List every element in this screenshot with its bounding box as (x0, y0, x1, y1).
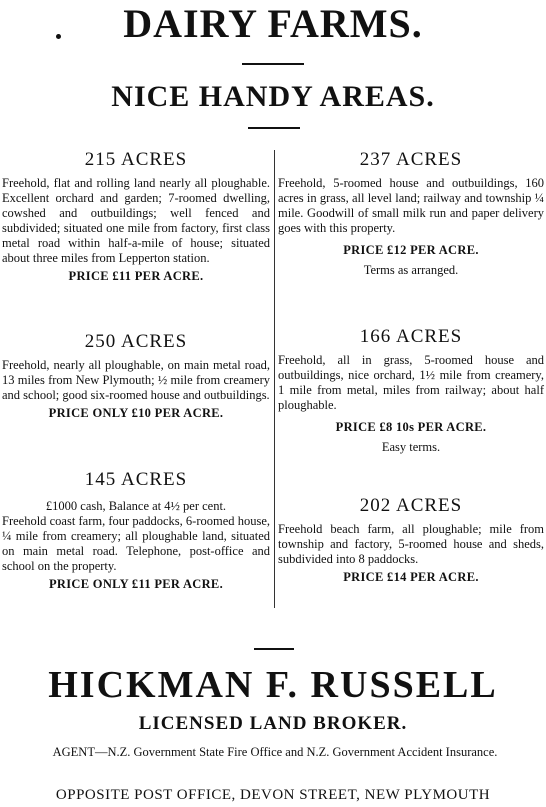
listing-description: Freehold beach farm, all ploughable; mile from township and factory, 5-roomed house and sheds, subdivided into 8 paddocks. (278, 522, 544, 566)
listing-price: PRICE £14 PER ACRE. (343, 570, 479, 584)
listing-215-acres (2, 148, 270, 284)
listing-description: Freehold, 5-roomed house and outbuildings, 160 acres in grass, all level land; railway and township ¼ mile. Goodwill of small milk run and paper delivery goes with this property. (278, 176, 544, 235)
listing-description: Freehold, all in grass, 5-roomed house and outbuildings, nice orchard, 1½ mile from creamery, 1 mile from metal, miles from railway; about half ploughable. (278, 353, 544, 412)
listing-166-acres (278, 325, 544, 455)
listing-terms: Terms as arranged. (363, 263, 459, 277)
listing-description: Freehold, nearly all ploughable, on main metal road, 13 miles from New Plymouth; ½ mile from creamery and school; good six-roomed house and outbuildings. (2, 358, 270, 402)
listing-250-acres (2, 330, 270, 421)
agent-line: AGENT—N.Z. Government State Fire Office and N.Z. Government Accident Insurance. (52, 745, 498, 759)
listing-price: PRICE £12 PER ACRE. (343, 243, 479, 257)
page-title: DAIRY FARMS. (123, 1, 423, 46)
broker-title: LICENSED LAND BROKER. (138, 713, 408, 734)
broker-name: HICKMAN F. RUSSELL (48, 664, 498, 706)
listing-description: Freehold coast farm, four paddocks, 6-roomed house, ¼ mile from creamery; all ploughable land, situated on main metal road. Telephone, post-office and school on the property. (2, 514, 270, 573)
listing-acres: 202 ACRES (359, 495, 463, 516)
footer-rule (254, 648, 294, 650)
listing-acres: 166 ACRES (359, 326, 463, 347)
listing-price: PRICE ONLY £11 PER ACRE. (48, 577, 223, 591)
listing-acres: 237 ACRES (359, 149, 463, 170)
subtitle-rule (248, 127, 300, 129)
listing-145-acres (2, 468, 270, 592)
listing-description: Freehold, flat and rolling land nearly all ploughable. Excellent orchard and garden; 7-roomed dwelling, cowshed and outbuildings; well fenced and subdivided; situated one mile from factory, first class metal road within half-a-mile of house; situated about three miles from Lepperton station. (2, 176, 270, 265)
listing-price: PRICE ONLY £10 PER ACRE. (48, 406, 224, 420)
listing-acres: 145 ACRES (84, 469, 188, 490)
listing-237-acres (278, 148, 544, 278)
listing-terms: Easy terms. (381, 440, 441, 454)
listing-cash-terms: £1000 cash, Balance at 4½ per cent. (45, 499, 227, 513)
listing-202-acres (278, 494, 544, 585)
listing-acres: 215 ACRES (84, 149, 188, 170)
listing-price: PRICE £11 PER ACRE. (68, 269, 204, 283)
listing-acres: 250 ACRES (84, 331, 188, 352)
title-rule (242, 63, 304, 65)
page-subtitle: NICE HANDY AREAS. (111, 80, 435, 113)
listing-price: PRICE £8 10s PER ACRE. (335, 420, 487, 434)
office-address: OPPOSITE POST OFFICE, DEVON STREET, NEW PLYMOUTH (55, 787, 491, 803)
column-divider (274, 150, 275, 608)
